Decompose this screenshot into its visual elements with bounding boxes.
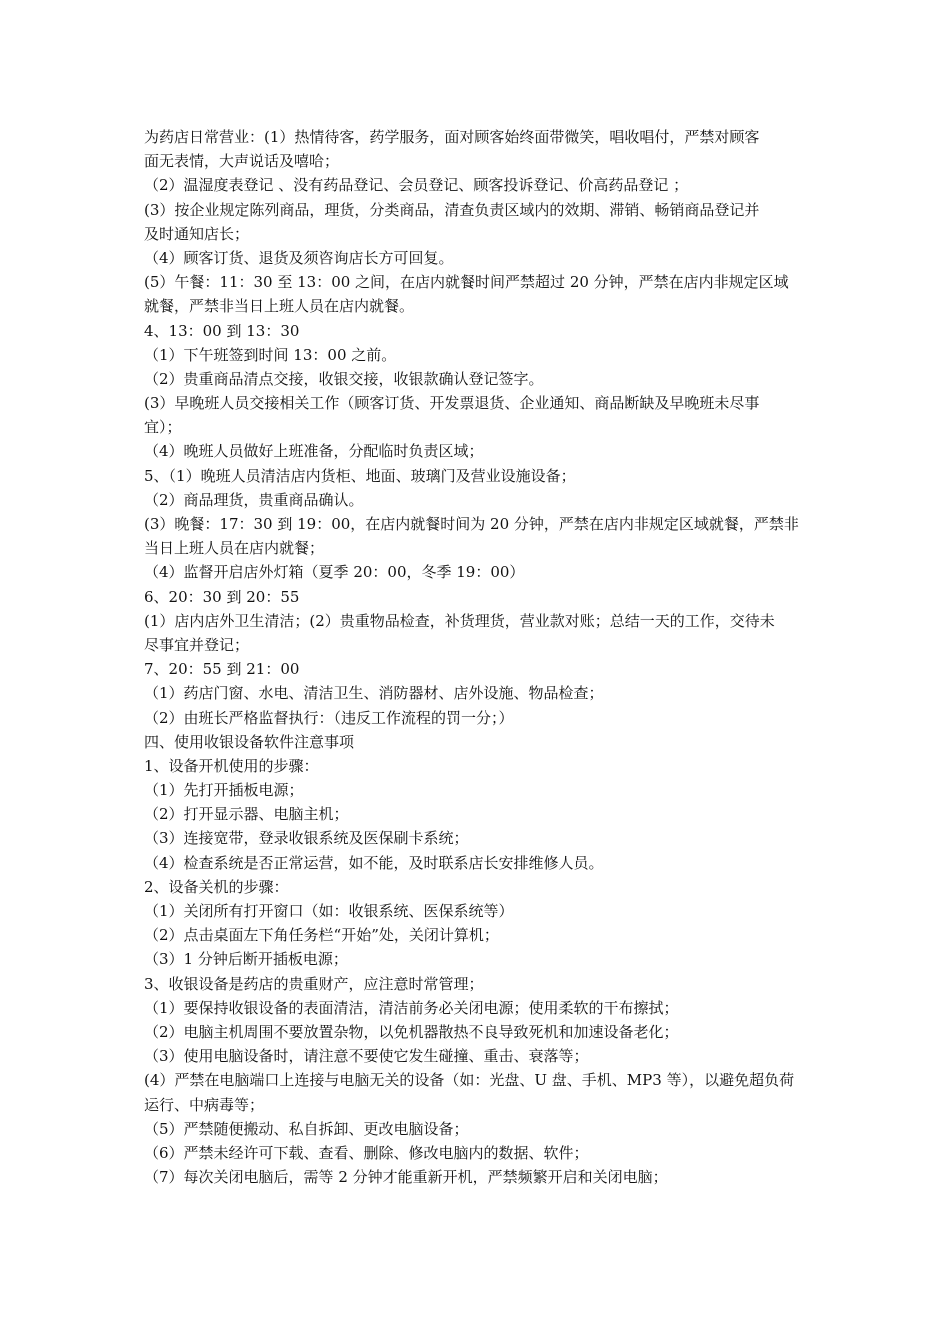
section-heading: 1、设备开机使用的步骤： xyxy=(144,756,319,775)
section-heading: 5、（1）晚班人员清洁店内货柜、地面、玻璃门及营业设施设备； xyxy=(144,466,576,485)
section-heading: 4、13：00 到 13：30 xyxy=(144,321,300,340)
text-line: 当日上班人员在店内就餐； xyxy=(144,539,325,558)
text-line: （6）严禁未经许可下载、查看、删除、修改电脑内的数据、软件； xyxy=(144,1143,589,1162)
chapter-heading: 四、使用收银设备软件注意事项 xyxy=(144,732,355,751)
text-line: (3）按企业规定陈列商品，理货，分类商品，清查负责区域内的效期、滞销、畅销商品登记并 xyxy=(144,200,760,219)
text-line: （1）要保持收银设备的表面清洁，清洁前务必关闭电源；使用柔软的干布擦拭； xyxy=(144,998,679,1017)
text-line: （4）顾客订货、退货及须咨询店长方可回复。 xyxy=(144,248,454,267)
text-line: （1）先打开插板电源； xyxy=(144,781,304,800)
text-line: 就餐，严禁非当日上班人员在店内就餐。 xyxy=(144,297,415,316)
section-heading: 3、收银设备是药店的贵重财产，应注意时常管理； xyxy=(144,974,484,993)
section-heading: 2、设备关机的步骤： xyxy=(144,877,289,896)
text-line: （2）电脑主机周围不要放置杂物，以免机器散热不良导致死机和加速设备老化； xyxy=(144,1022,679,1041)
text-line: （1）药店门窗、水电、清洁卫生、消防器材、店外设施、物品检查； xyxy=(144,684,604,703)
text-line: 尽事宜并登记； xyxy=(144,635,250,654)
text-line: 运行、中病毒等； xyxy=(144,1095,265,1114)
text-line: 面无表情，大声说话及嘻哈； xyxy=(144,152,340,171)
text-line: （5）严禁随便搬动、私自拆卸、更改电脑设备； xyxy=(144,1119,469,1138)
text-line: (4）严禁在电脑端口上连接与电脑无关的设备（如：光盘、U 盘、手机、MP3 等），以避免超负荷 xyxy=(144,1071,795,1090)
text-line: 为药店日常营业：(1）热情待客，药学服务，面对顾客始终面带微笑，唱收唱付，严禁对顾客 xyxy=(144,128,760,146)
text-line: (5）午餐：11：30 至 13：00 之间，在店内就餐时间严禁超过 20 分钟，严禁在店内非规定区域 xyxy=(144,273,789,292)
text-line: （1）关闭所有打开窗口（如：收银系统、医保系统等） xyxy=(144,902,514,920)
text-line: (3）早晚班人员交接相关工作（顾客订货、开发票退货、企业通知、商品断缺及早晚班未尽事 xyxy=(144,394,760,413)
text-line: （4）检查系统是否正常运营，如不能，及时联系店长安排维修人员。 xyxy=(144,853,604,872)
text-line: （4）晚班人员做好上班准备，分配临时负责区域； xyxy=(144,442,484,461)
text-line: （2）温湿度表登记 、没有药品登记、会员登记、顾客投诉登记、价高药品登记 ； xyxy=(144,176,689,195)
text-line: （2）贵重商品清点交接，收银交接，收银款确认登记签字。 xyxy=(144,369,544,388)
text-line: （2）由班长严格监督执行：（违反工作流程的罚一分；） xyxy=(144,708,514,727)
text-line: （2）点击桌面左下角任务栏“开始”处，关闭计算机； xyxy=(144,926,499,945)
text-line: 及时通知店长； xyxy=(144,224,250,243)
text-line: （2）打开显示器、电脑主机； xyxy=(144,805,349,824)
text-line: （3）1 分钟后断开插板电源； xyxy=(144,950,348,969)
section-heading: 6、20：30 到 20：55 xyxy=(144,587,300,606)
text-line: （4）监督开启店外灯箱（夏季 20：00，冬季 19：00） xyxy=(144,563,525,582)
text-line: （1）下午班签到时间 13：00 之前。 xyxy=(144,345,397,364)
text-line: （3）使用电脑设备时，请注意不要使它发生碰撞、重击、衰落等； xyxy=(144,1047,589,1066)
text-line: 宜）； xyxy=(144,418,182,437)
text-line: （2）商品理货，贵重商品确认。 xyxy=(144,490,364,509)
text-line: （7）每次关闭电脑后，需等 2 分钟才能重新开机，严禁频繁开启和关闭电脑； xyxy=(144,1168,668,1187)
section-heading: 7、20：55 到 21：00 xyxy=(144,660,300,679)
text-line: （3）连接宽带，登录收银系统及医保刷卡系统； xyxy=(144,829,469,848)
text-line: (3）晚餐：17：30 到 19：00，在店内就餐时间为 20 分钟，严禁在店内非规定区域就餐，严禁非 xyxy=(144,515,799,533)
document-body xyxy=(144,125,812,1189)
text-line: (1）店内店外卫生清洁；(2）贵重物品检查，补货理货，营业款对账；总结一天的工作，交待未 xyxy=(144,611,775,630)
